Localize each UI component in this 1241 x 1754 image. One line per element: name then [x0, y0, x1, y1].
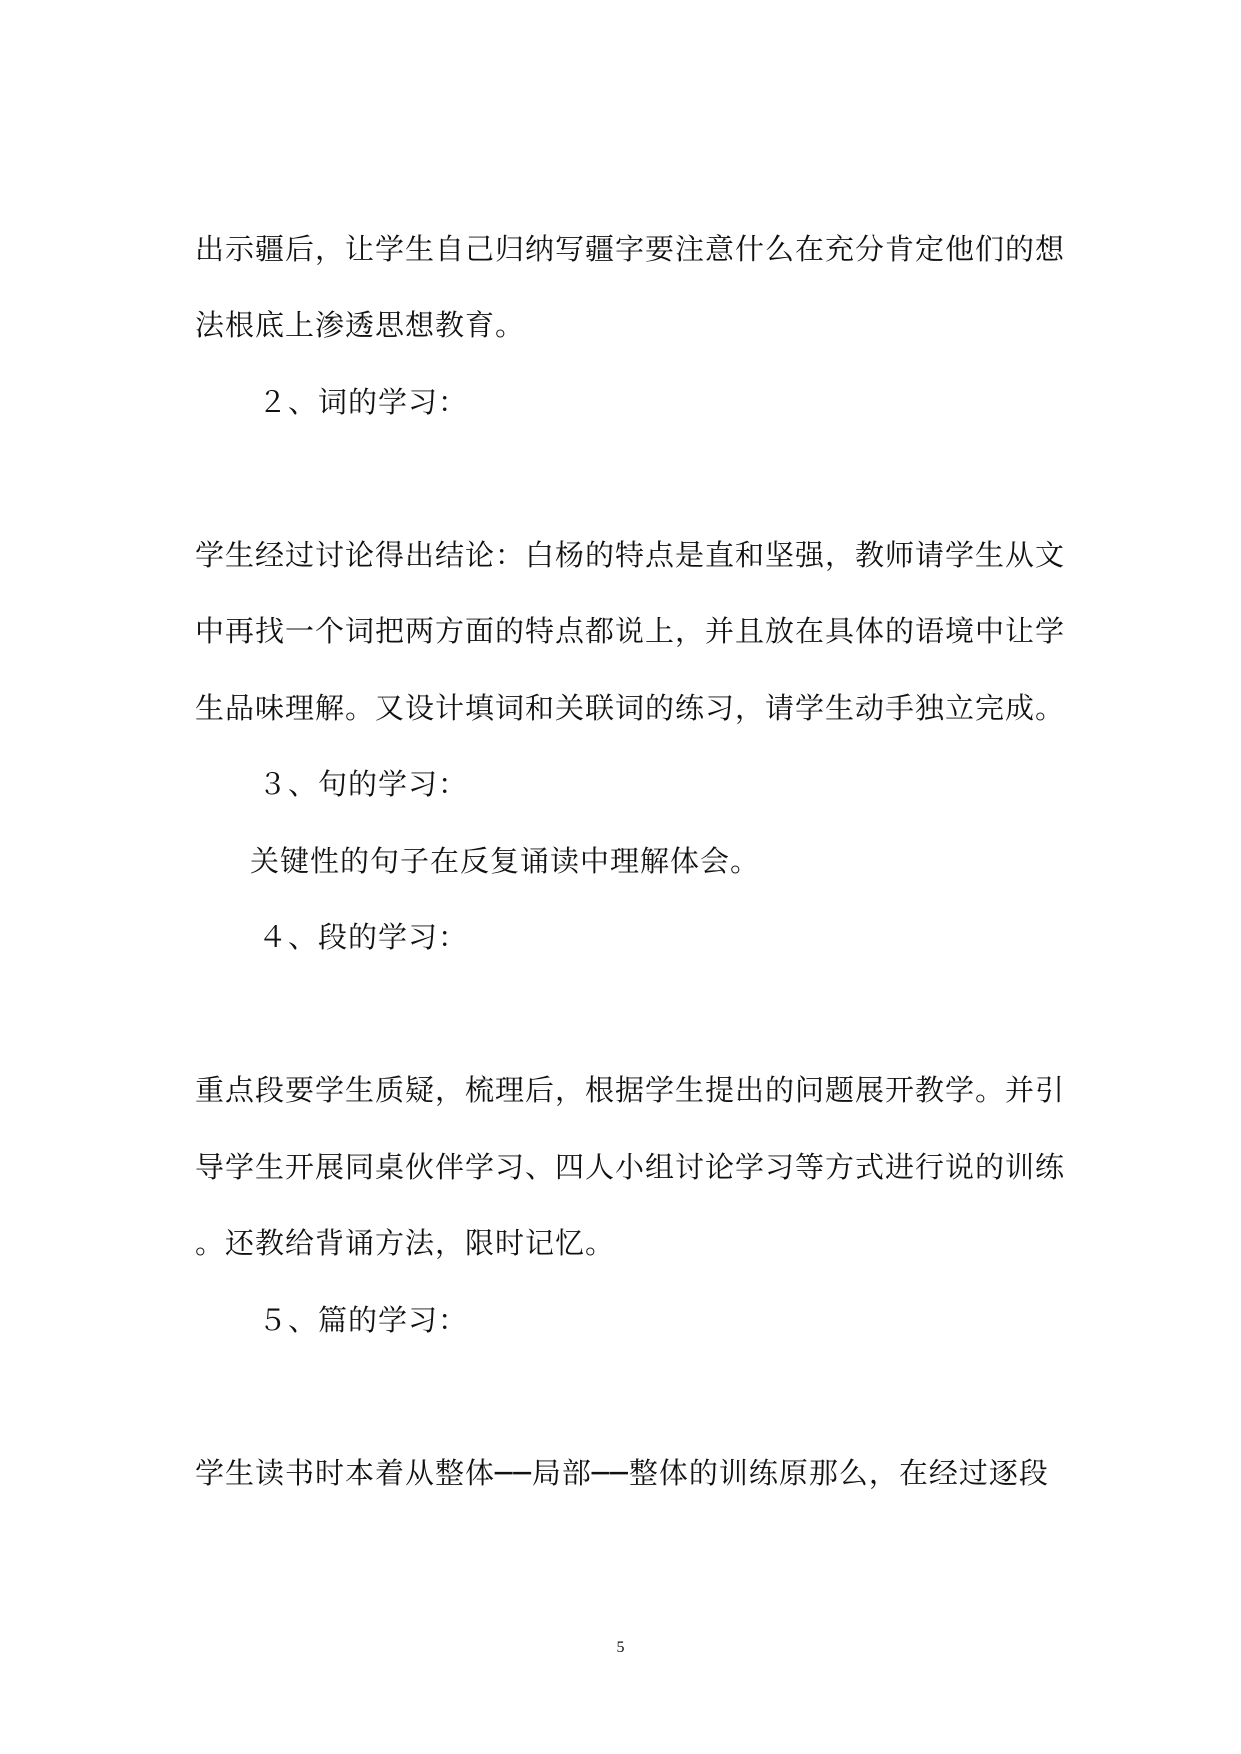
section-heading-sentences: ３、句的学习：	[258, 767, 469, 801]
paragraph-line-8: 导学生开展同桌伙伴学习、四人小组讨论学习等方式进行说的训练	[195, 1150, 1066, 1184]
paragraph-line-2: 法根底上渗透思想教育。	[195, 308, 526, 342]
paragraph-line-9: 。还教给背诵方法，限时记忆。	[195, 1226, 616, 1260]
section-heading-words: ２、词的学习：	[258, 385, 469, 419]
section-heading-paragraphs: ４、段的学习：	[258, 920, 469, 954]
paragraph-line-7: 重点段要学生质疑，梳理后，根据学生提出的问题展开教学。并引	[195, 1073, 1066, 1107]
page-number: 5	[616, 1639, 625, 1656]
paragraph-line-4: 中再找一个词把两方面的特点都说上，并且放在具体的语境中让学	[195, 614, 1066, 648]
paragraph-line-5: 生品味理解。又设计填词和关联词的练习，请学生动手独立完成。	[195, 691, 1066, 725]
paragraph-line-1: 出示疆后，让学生自己归纳写疆字要注意什么在充分肯定他们的想	[195, 232, 1066, 266]
paragraph-line-3: 学生经过讨论得出结论：白杨的特点是直和坚强，教师请学生从文	[195, 538, 1066, 572]
paragraph-line-10: 学生读书时本着从整体──局部──整体的训练原那么，在经过逐段	[195, 1456, 1049, 1490]
section-heading-text: ５、篇的学习：	[258, 1303, 469, 1337]
paragraph-line-6: 关键性的句子在反复诵读中理解体会。	[250, 844, 761, 878]
